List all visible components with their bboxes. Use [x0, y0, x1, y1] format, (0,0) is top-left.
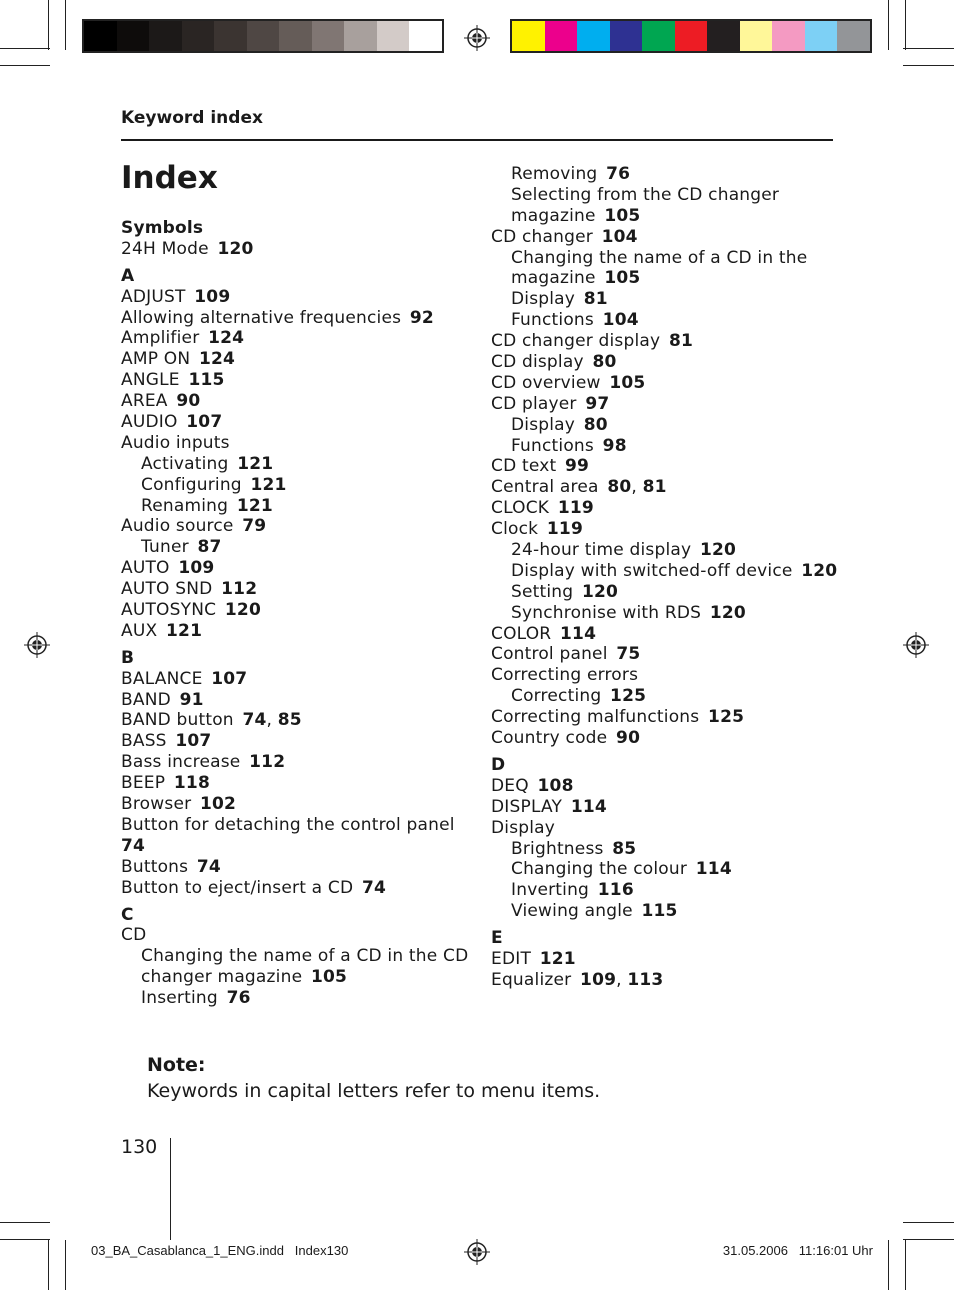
index-subentry: [491, 415, 841, 436]
index-term: Changing the name of a CD in the CD: [141, 946, 469, 967]
page-reference: 120: [801, 560, 838, 581]
index-subentry: [491, 164, 841, 185]
process-color-swatch: [740, 21, 773, 51]
index-term: Changing the colour: [511, 859, 696, 880]
index-term: CLOCK: [491, 498, 558, 519]
index-entry: [121, 857, 471, 878]
index-entry: [491, 227, 841, 248]
index-entry: [491, 331, 841, 352]
index-term: CD changer display: [491, 331, 669, 352]
page-reference: 120: [699, 540, 737, 561]
index-term: Display: [511, 289, 584, 310]
page-reference: 115: [641, 901, 678, 922]
index-section-heading: B: [121, 647, 135, 668]
page-reference: 109: [194, 286, 231, 307]
index-term: Correcting errors: [491, 665, 639, 686]
index-term: AMP ON: [121, 349, 199, 370]
page-reference: 116: [597, 880, 634, 901]
index-entry: [121, 836, 471, 857]
page-reference: 120: [217, 238, 254, 259]
page-reference: 119: [557, 498, 594, 519]
index-subentry: [491, 185, 841, 206]
index-term: Equalizer: [491, 969, 581, 990]
crop-mark: [0, 1222, 50, 1223]
page-reference: 105: [604, 268, 641, 289]
index-term: ADJUST: [121, 286, 195, 307]
page-reference: 99: [565, 456, 590, 477]
index-term: CD: [121, 925, 147, 946]
index-entry: [121, 878, 471, 899]
index-term: Allowing alternative frequencies: [121, 307, 410, 328]
index-term: BAND: [121, 689, 180, 710]
page-reference: 120: [709, 602, 746, 623]
grayscale-color-bar: [82, 19, 444, 53]
index-entry: [121, 600, 471, 621]
page-reference: 112: [221, 579, 258, 600]
index-term: DISPLAY: [491, 796, 571, 817]
page-reference: 79: [242, 516, 267, 537]
crop-mark: [0, 1239, 50, 1240]
index-column-right: [491, 164, 841, 991]
crop-mark: [903, 1222, 954, 1223]
index-term: Tuner: [141, 537, 198, 558]
page-number-rule: [170, 1138, 171, 1240]
page-reference: 74: [361, 877, 387, 898]
page-reference: 121: [250, 474, 287, 495]
index-term: BALANCE: [121, 668, 212, 689]
index-term: BEEP: [121, 773, 174, 794]
crop-mark: [48, 0, 49, 50]
page-reference: 113: [627, 969, 664, 990]
page-reference: 102: [200, 794, 237, 815]
process-color-swatch: [512, 21, 545, 51]
index-term: Renaming: [141, 495, 237, 516]
index-term: CD player: [491, 393, 586, 414]
index-term: AUDIO: [121, 412, 187, 433]
index-term: CD overview: [491, 372, 610, 393]
index-subentry: [491, 901, 841, 922]
index-term: Inverting: [511, 880, 598, 901]
index-term: Changing the name of a CD in the: [511, 247, 808, 268]
index-entry: [491, 373, 841, 394]
index-entry: [491, 498, 841, 519]
index-entry: [491, 624, 841, 645]
index-term: Activating: [141, 453, 238, 474]
index-term: Synchronise with RDS: [511, 602, 710, 623]
process-color-swatch: [772, 21, 805, 51]
page-reference: 90: [616, 728, 641, 749]
index-entry: [121, 794, 471, 815]
index-term: Functions: [511, 435, 603, 456]
page-reference: 104: [601, 226, 638, 247]
page-reference: 118: [173, 773, 210, 794]
index-term: Buttons: [121, 856, 197, 877]
index-term: COLOR: [491, 623, 561, 644]
index-subentry: [491, 248, 841, 269]
page-reference: 74: [196, 856, 221, 877]
index-entry: [121, 731, 471, 752]
index-entry: [121, 579, 471, 600]
index-subentry: [121, 475, 471, 496]
index-entry: [121, 558, 471, 579]
index-term: Audio inputs: [121, 432, 230, 453]
page-reference: 105: [609, 372, 646, 393]
page-reference: 105: [604, 205, 641, 226]
grayscale-swatch: [149, 21, 182, 51]
index-term: BASS: [121, 731, 176, 752]
index-term: Country code: [491, 728, 617, 749]
slug-file: 03_BA_Casablanca_1_ENG.indd Index130: [91, 1243, 349, 1258]
index-entry: [491, 707, 841, 728]
index-term: magazine: [511, 205, 605, 226]
page-reference: 114: [695, 859, 732, 880]
index-term: Display with switched-off device: [511, 560, 802, 581]
index-term: ANGLE: [121, 370, 189, 391]
process-color-bar: [510, 19, 872, 53]
page-reference: 121: [539, 948, 576, 969]
index-term: EDIT: [491, 948, 540, 969]
page-reference: 76: [606, 164, 631, 184]
page-reference: 125: [610, 686, 647, 707]
index-entry: [121, 308, 471, 329]
page-reference: 124: [198, 349, 236, 370]
note-label: Note:: [147, 1054, 206, 1076]
index-term: Display: [491, 817, 556, 838]
header-rule: [121, 139, 833, 141]
note-text: Keywords in capital letters refer to menu items.: [147, 1080, 601, 1102]
index-subentry: [491, 859, 841, 880]
crop-mark: [905, 0, 906, 50]
index-entry: [121, 239, 471, 260]
index-term: Audio source: [121, 516, 243, 537]
crop-mark: [903, 65, 954, 66]
crop-mark: [888, 1240, 889, 1290]
index-entry: [121, 690, 471, 711]
index-term: Browser: [121, 794, 200, 815]
index-entry: [121, 925, 471, 946]
grayscale-swatch: [84, 21, 117, 51]
page-reference: 105: [310, 967, 348, 988]
registration-mark-icon: [24, 632, 50, 658]
index-subentry: [491, 839, 841, 860]
page-reference: 119: [546, 519, 583, 540]
page-reference: 98: [602, 435, 627, 456]
index-subentry: [491, 540, 841, 561]
page-reference: 87: [197, 537, 222, 558]
index-term: Setting: [511, 581, 582, 602]
page-reference: 81: [583, 289, 608, 310]
grayscale-swatch: [117, 21, 150, 51]
index-term: Selecting from the CD changer: [511, 184, 780, 205]
crop-mark: [65, 0, 66, 50]
index-entry: [121, 433, 471, 454]
index-term: Button for detaching the control panel: [121, 814, 455, 835]
index-entry: [121, 752, 471, 773]
index-entry: Equalizer 109, 113: [491, 969, 664, 990]
index-term: Functions: [511, 310, 603, 331]
index-section-heading: C: [121, 904, 134, 925]
crop-mark: [0, 65, 50, 66]
page-reference: 80: [583, 414, 608, 435]
index-entry: [491, 456, 841, 477]
grayscale-swatch: [279, 21, 312, 51]
index-term: Control panel: [491, 644, 617, 665]
running-head: Keyword index: [121, 108, 263, 128]
page-reference: 115: [188, 370, 225, 391]
process-color-swatch: [577, 21, 610, 51]
index-term: Removing: [511, 164, 607, 184]
page-reference: 121: [166, 620, 203, 641]
index-entry: [121, 621, 471, 642]
page-reference: 112: [249, 752, 286, 773]
index-section-heading: A: [121, 265, 135, 286]
index-section-heading: Symbols: [121, 218, 204, 238]
page-reference: 121: [237, 453, 274, 474]
index-entry: [121, 391, 471, 412]
crop-mark: [888, 0, 889, 50]
page-reference: 74: [121, 835, 146, 856]
index-subentry: [491, 310, 841, 331]
index-entry: [121, 773, 471, 794]
index-term: Inserting: [141, 988, 227, 1009]
grayscale-swatch: [344, 21, 377, 51]
index-term: Bass increase: [121, 752, 250, 773]
grayscale-swatch: [214, 21, 247, 51]
index-subentry: [491, 206, 841, 227]
index-entry: [491, 644, 841, 665]
index-entry: [491, 394, 841, 415]
index-term: DEQ: [491, 775, 538, 796]
page-reference: 76: [226, 988, 251, 1009]
grayscale-swatch: [409, 21, 442, 51]
page-reference: 74: [242, 710, 267, 731]
page-reference: 85: [612, 838, 637, 859]
index-entry: [121, 669, 471, 690]
page-reference: 120: [581, 581, 619, 602]
index-subentry: [121, 967, 471, 988]
index-subentry: [491, 686, 841, 707]
index-subentry: [491, 289, 841, 310]
index-subentry: [491, 268, 841, 289]
index-subentry: [121, 537, 471, 558]
index-term: CD display: [491, 352, 593, 373]
crop-mark: [65, 1240, 66, 1290]
crop-mark: [903, 48, 954, 49]
process-color-swatch: [610, 21, 643, 51]
index-entry: [121, 516, 471, 537]
index-term: magazine: [511, 268, 605, 289]
crop-mark: [48, 1240, 49, 1290]
index-term: Correcting malfunctions: [491, 707, 709, 728]
page-reference: 107: [211, 668, 248, 689]
page-reference: 81: [642, 477, 667, 498]
page-reference: 81: [668, 331, 694, 352]
index-column-left: [121, 218, 471, 1009]
index-subentry: [121, 988, 471, 1009]
page-reference: 108: [537, 775, 574, 796]
index-entry: Central area 80, 81: [491, 477, 667, 498]
page-title: Index: [121, 160, 218, 196]
slug-timestamp: 31.05.2006 11:16:01 Uhr: [722, 1243, 873, 1258]
index-subentry: [491, 582, 841, 603]
page-reference: 120: [224, 600, 261, 621]
index-term: Configuring: [141, 474, 251, 495]
index-subentry: [121, 496, 471, 517]
index-term: AUTO SND: [121, 579, 222, 600]
index-subentry: [491, 603, 841, 624]
crop-mark: [0, 48, 50, 49]
index-term: Viewing angle: [511, 901, 642, 922]
page-reference: 114: [570, 796, 607, 817]
index-term: AUX: [121, 620, 167, 641]
index-entry: [121, 370, 471, 391]
process-color-swatch: [805, 21, 838, 51]
process-color-swatch: [707, 21, 740, 51]
page-reference: 97: [585, 393, 610, 414]
grayscale-swatch: [377, 21, 410, 51]
index-entry: [491, 818, 841, 839]
index-term: Clock: [491, 519, 547, 540]
registration-mark-icon: [464, 25, 490, 51]
index-entry: [121, 412, 471, 433]
page-reference: 85: [277, 710, 302, 731]
index-subentry: [491, 561, 841, 582]
grayscale-swatch: [182, 21, 215, 51]
page-reference: 107: [186, 412, 223, 433]
page-reference: 125: [708, 707, 745, 728]
index-term: CD changer: [491, 226, 602, 247]
index-entry: [491, 728, 841, 749]
index-term: Brightness: [511, 838, 613, 859]
index-term: 24H Mode: [121, 238, 218, 259]
index-entry: [491, 665, 841, 686]
process-color-swatch: [545, 21, 578, 51]
index-entry: [121, 815, 471, 836]
index-section-heading: E: [491, 928, 503, 949]
index-term: AUTO: [121, 558, 179, 579]
index-entry: [491, 949, 841, 970]
index-entry: [121, 349, 471, 370]
index-term: Button to eject/insert a CD: [121, 877, 362, 898]
index-entry: [121, 287, 471, 308]
index-term: AREA: [121, 391, 177, 412]
registration-mark-icon: [903, 632, 929, 658]
index-term: changer magazine: [141, 967, 311, 988]
page-reference: 104: [602, 310, 639, 331]
crop-mark: [905, 1240, 906, 1290]
index-term: Amplifier: [121, 328, 209, 349]
page-number: 130: [121, 1136, 158, 1158]
index-subentry: [491, 436, 841, 457]
page-reference: 107: [175, 731, 212, 752]
index-term: Correcting: [511, 686, 611, 707]
page-reference: 91: [179, 689, 204, 710]
index-subentry: [121, 454, 471, 475]
page-reference: 121: [236, 495, 273, 516]
index-entry: [491, 797, 841, 818]
index-section-heading: D: [491, 754, 506, 775]
registration-mark-icon: [464, 1239, 490, 1265]
index-term: 24-hour time display: [511, 540, 700, 561]
page-reference: 114: [560, 623, 597, 644]
index-term: Display: [511, 414, 584, 435]
page-reference: 75: [616, 644, 641, 665]
index-term: CD text: [491, 456, 566, 477]
index-entry: BAND button 74, 85: [121, 710, 302, 731]
index-entry: [491, 352, 841, 373]
page-reference: 80: [607, 477, 632, 498]
process-color-swatch: [675, 21, 708, 51]
index-subentry: [491, 880, 841, 901]
process-color-swatch: [642, 21, 675, 51]
page-reference: 90: [176, 391, 201, 412]
page-reference: 109: [580, 969, 617, 990]
crop-mark: [903, 1239, 954, 1240]
grayscale-swatch: [312, 21, 345, 51]
index-subentry: [121, 946, 471, 967]
grayscale-swatch: [247, 21, 280, 51]
index-term: BAND button: [121, 710, 243, 731]
page-reference: 124: [208, 328, 245, 349]
page-reference: 92: [409, 307, 434, 328]
index-term: AUTOSYNC: [121, 600, 225, 621]
index-entry: [491, 776, 841, 797]
page-reference: 109: [178, 558, 215, 579]
process-color-swatch: [837, 21, 870, 51]
index-term: Central area: [491, 477, 608, 498]
page-reference: 80: [592, 352, 617, 373]
index-entry: [121, 328, 471, 349]
index-entry: [491, 519, 841, 540]
